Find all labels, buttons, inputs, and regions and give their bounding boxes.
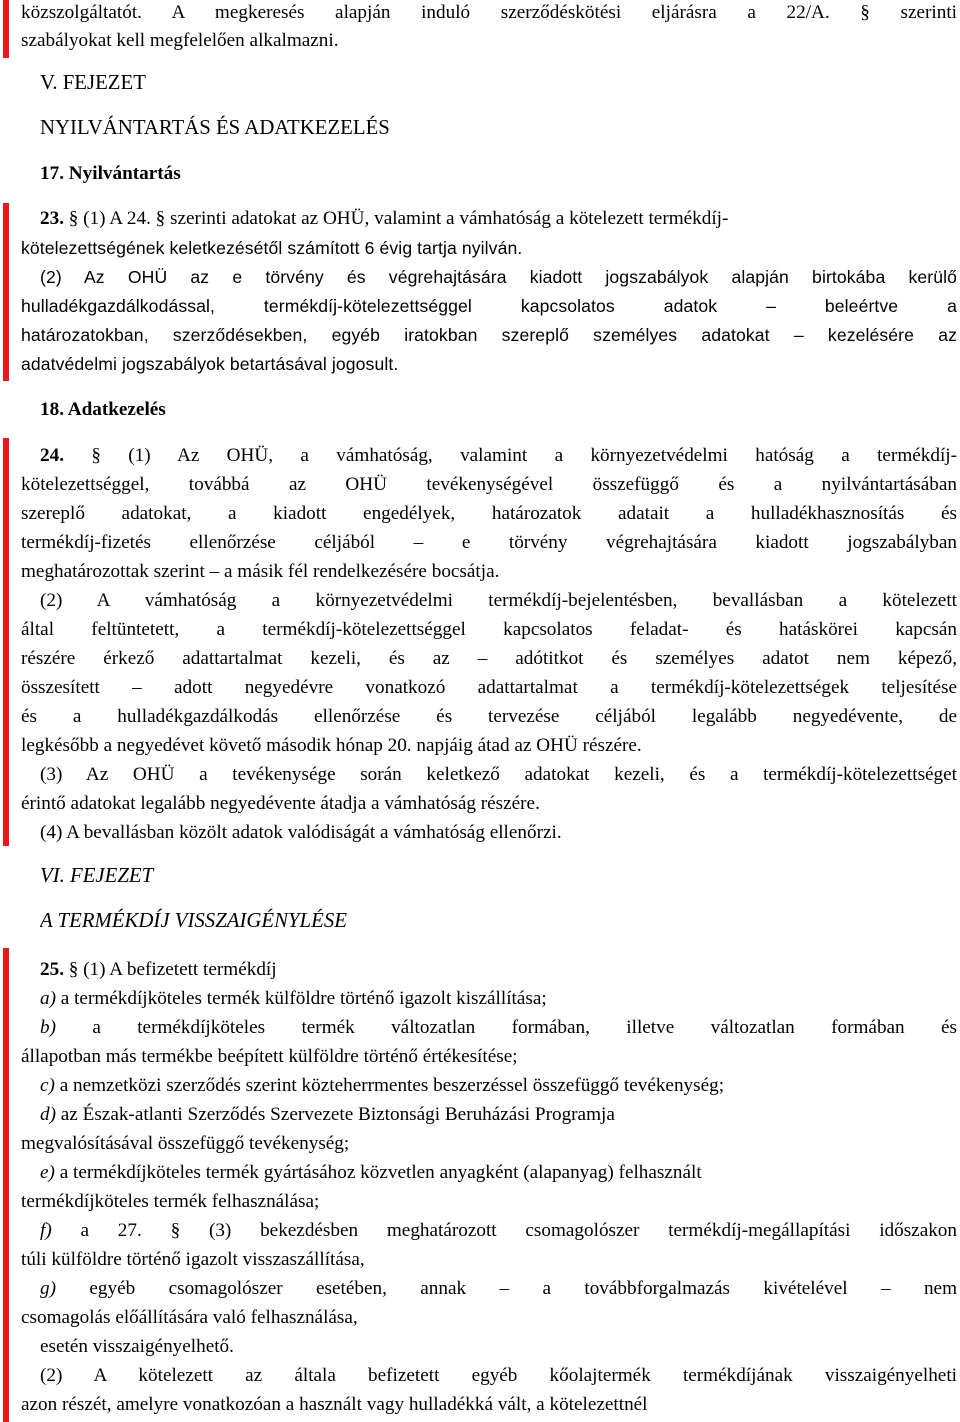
list-item-letter: d) <box>40 1104 56 1125</box>
paragraph-line: részére érkező adattartalmat kezeli, és az – adótitkot és személyes adatot nem képező, <box>21 648 957 669</box>
chapter-title: A TERMÉKDÍJ VISSZAIGÉNYLÉSE <box>40 909 347 932</box>
list-item-line: termékdíjköteles termék felhasználása; <box>21 1191 320 1212</box>
text-line: szabályokat kell megfelelően alkalmazni. <box>21 30 339 51</box>
list-item-line: állapotban más termékbe beépített külföldre történő értékesítése; <box>21 1046 518 1067</box>
chapter-label: VI. FEJEZET <box>40 864 154 887</box>
change-marker <box>3 203 9 381</box>
paragraph-line: (2) A vámhatóság a környezetvédelmi termékdíj-bejelentésben, bevallásban a kötelezett <box>40 590 957 611</box>
paragraph-line: adatvédelmi jogszabályok betartásával jogosult. <box>21 354 399 374</box>
paragraph-line: azon részét, amelyre vonatkozóan a használt vagy hulladékká vált, a kötelezettnél <box>21 1394 648 1415</box>
list-item: d) az Észak-atlanti Szerződés Szervezete Biztonsági Beruházási Programja <box>40 1104 615 1125</box>
list-item-line: túli külföldre történő igazolt visszaszállítása, <box>21 1249 365 1270</box>
paragraph-line: összesített – adott negyedévre vonatkozó adattartalmat a termékdíj-kötelezettségek teljesítése <box>21 677 957 698</box>
list-item-letter: f) <box>40 1220 52 1241</box>
paragraph-line: 23. § (1) A 24. § szerinti adatokat az OHÜ, valamint a vámhatóság a kötelezett termékdíj- <box>40 208 729 229</box>
list-item: b) a termékdíjköteles termék változatlan formában, illetve változatlan formában és <box>40 1017 957 1038</box>
chapter-title: NYILVÁNTARTÁS ÉS ADATKEZELÉS <box>40 116 390 139</box>
paragraph-line: 25. § (1) A befizetett termékdíj <box>40 959 277 980</box>
paragraph-line: (2) Az OHÜ az e törvény és végrehajtására kiadott jogszabályok alapján birtokába kerülő <box>40 267 957 287</box>
paragraph-line: termékdíj-fizetés ellenőrzése céljából – e törvény végrehajtására kiadott jogszabályban <box>21 532 957 553</box>
change-marker <box>3 948 9 1422</box>
paragraph-line: kötelezettségének keletkezésétől számított 6 évig tartja nyilván. <box>21 238 523 258</box>
paragraph-line: és a hulladékgazdálkodás ellenőrzése és tervezése céljából legalább negyedévente, de <box>21 706 957 727</box>
paragraph-number: 25. <box>40 959 64 980</box>
section-heading: 18. Adatkezelés <box>40 399 166 420</box>
paragraph-line: (2) A kötelezett az általa befizetett egyéb kőolajtermék termékdíjának visszaigényelheti <box>40 1365 957 1386</box>
list-item: c) a nemzetközi szerződés szerint közteherrmentes beszerzéssel összefüggő tevékenység; <box>40 1075 725 1096</box>
list-item-letter: b) <box>40 1017 56 1038</box>
paragraph-line: (4) A bevallásban közölt adatok valódiságát a vámhatóság ellenőrzi. <box>40 822 562 843</box>
paragraph-line: (3) Az OHÜ a tevékenysége során keletkező adatokat kezeli, és a termékdíj-kötelezettséget <box>40 764 957 785</box>
paragraph-line: esetén visszaigényelhető. <box>40 1336 234 1357</box>
paragraph-line: meghatározottak szerint – a másik fél rendelkezésére bocsátja. <box>21 561 500 582</box>
chapter-label: V. FEJEZET <box>40 71 146 94</box>
paragraph-line: hulladékgazdálkodással, termékdíj-kötelezettséggel kapcsolatos adatok – beleértve a <box>21 296 957 316</box>
paragraph-line: által feltüntetett, a termékdíj-kötelezettséggel kapcsolatos feladat- és hatáskörei kapcsán <box>21 619 957 640</box>
paragraph-number: 24. <box>40 445 64 466</box>
section-heading: 17. Nyilvántartás <box>40 163 181 184</box>
paragraph-number: 23. <box>40 208 64 229</box>
list-item-line: megvalósításával összefüggő tevékenység; <box>21 1133 350 1154</box>
paragraph-line: szereplő adatokat, a kiadott engedélyek, határozatok adatait a hulladékhasznosítás és <box>21 503 957 524</box>
change-marker <box>3 438 9 846</box>
list-item: g) egyéb csomagolószer esetében, annak – a továbbforgalmazás kivételével – nem <box>40 1278 957 1299</box>
list-item-line: csomagolás előállítására való felhasználása, <box>21 1307 358 1328</box>
paragraph-line: legkésőbb a negyedévet követő második hónap 20. napjáig átad az OHÜ részére. <box>21 735 642 756</box>
paragraph-line: határozatokban, szerződésekben, egyéb iratokban szereplő személyes adatokat – kezelésére az <box>21 325 957 345</box>
change-marker <box>3 0 9 58</box>
paragraph-line: kötelezettséggel, továbbá az OHÜ tevékenységével összefüggő és a nyilvántartásában <box>21 474 957 495</box>
list-item: f) a 27. § (3) bekezdésben meghatározott csomagolószer termékdíj-megállapítási időszakon <box>40 1220 957 1241</box>
list-item: e) a termékdíjköteles termék gyártásához közvetlen anyagként (alapanyag) felhasznált <box>40 1162 702 1183</box>
text-line: közszolgáltatót. A megkeresés alapján induló szerződéskötési eljárásra a 22/A. § szerinti <box>21 2 957 23</box>
list-item-letter: c) <box>40 1075 55 1096</box>
paragraph-line: érintő adatokat legalább negyedévente átadja a vámhatóság részére. <box>21 793 540 814</box>
list-item-letter: g) <box>40 1278 56 1299</box>
list-item-letter: e) <box>40 1162 55 1183</box>
list-item-letter: a) <box>40 988 56 1009</box>
paragraph-line: 24. § (1) Az OHÜ, a vámhatóság, valamint a környezetvédelmi hatóság a termékdíj- <box>40 445 957 466</box>
list-item: a) a termékdíjköteles termék külföldre történő igazolt kiszállítása; <box>40 988 547 1009</box>
